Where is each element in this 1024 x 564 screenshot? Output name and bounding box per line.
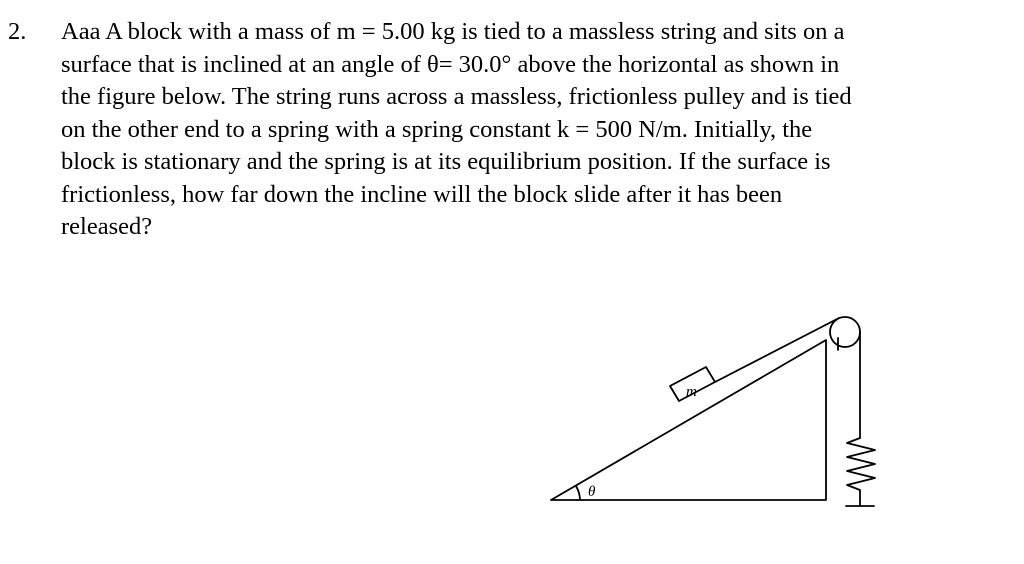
problem-line: the figure below. The string runs across a massless, frictionless pulley and is tied (61, 83, 852, 110)
angle-label: θ (588, 484, 596, 500)
string-incline (715, 318, 839, 382)
problem-line: released? (61, 213, 153, 240)
problem-line: frictionless, how far down the incline will the block slide after it has been (61, 180, 783, 208)
problem-line: Aaa A block with a mass of m = 5.00 kg is tied to a massless string and sits on a (61, 18, 845, 45)
problem-number: 2. (8, 18, 27, 45)
spring (847, 438, 875, 506)
block-label: m (686, 384, 697, 400)
pulley (830, 317, 860, 347)
problem-line: on the other end to a spring with a spring constant k = 500 N/m. Initially, the (61, 115, 813, 143)
angle-arc (576, 486, 580, 500)
incline-triangle (551, 340, 826, 500)
problem-line: surface that is inclined at an angle of θ= 30.0° above the horizontal as shown in (61, 50, 840, 78)
problem-line: block is stationary and the spring is at its equilibrium position. If the surface is (61, 148, 831, 175)
